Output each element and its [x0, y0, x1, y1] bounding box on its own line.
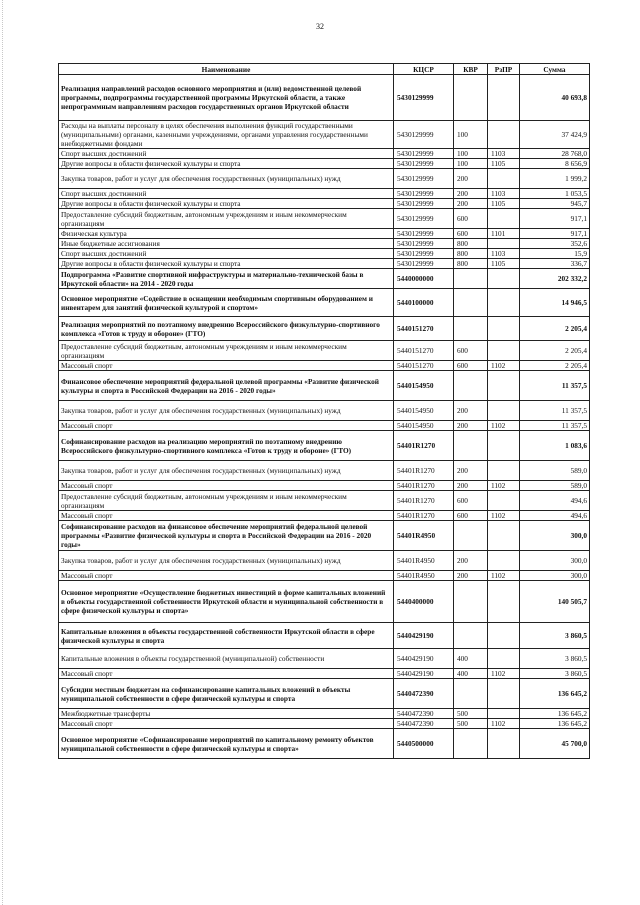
cell-code: 54401R4950: [394, 551, 454, 571]
cell-code: 5440429190: [394, 649, 454, 669]
cell-name: Спорт высших достижений: [59, 189, 394, 199]
table-row: [59, 361, 590, 371]
cell-sum: 40 693,8: [520, 75, 590, 121]
cell-code: 5440154950: [394, 371, 454, 401]
table-row: [59, 581, 590, 623]
cell-sum: 11 357,5: [520, 401, 590, 421]
table-row: [59, 729, 590, 759]
cell-rzpr: 1102: [488, 421, 520, 431]
cell-sum: 589,0: [520, 461, 590, 481]
cell-name: Спорт высших достижений: [59, 149, 394, 159]
cell-sum: 494,6: [520, 491, 590, 511]
cell-code: 5440000000: [394, 269, 454, 289]
cell-rzpr: [488, 461, 520, 481]
cell-code: 5430129999: [394, 229, 454, 239]
table-header: [59, 64, 590, 75]
cell-code: 5430129999: [394, 239, 454, 249]
cell-rzpr: [488, 269, 520, 289]
table-row: [59, 709, 590, 719]
cell-rzpr: 1103: [488, 189, 520, 199]
cell-kvr: [454, 317, 488, 341]
cell-name: Расходы на выплаты персоналу в целях обеспечения выполнения функций государственными (муниципальными) органами, казенными учреждениями, органами управления государственными внебюджетными фондами: [59, 121, 394, 149]
cell-sum: 136 645,2: [520, 679, 590, 709]
table-row: [59, 189, 590, 199]
cell-kvr: 100: [454, 121, 488, 149]
cell-sum: 1 999,2: [520, 169, 590, 189]
cell-sum: 917,1: [520, 209, 590, 229]
cell-sum: 11 357,5: [520, 421, 590, 431]
cell-sum: 1 083,6: [520, 431, 590, 461]
cell-kvr: 800: [454, 249, 488, 259]
cell-code: 5430129999: [394, 209, 454, 229]
table-row: [59, 169, 590, 189]
cell-sum: 336,7: [520, 259, 590, 269]
cell-name: Подпрограмма «Развитие спортивной инфраструктуры и материально-технической базы в Иркутской области» на 2014 - 2020 годы: [59, 269, 394, 289]
cell-kvr: 600: [454, 341, 488, 361]
cell-name: Массовый спорт: [59, 511, 394, 521]
cell-kvr: 400: [454, 669, 488, 679]
table-row: [59, 431, 590, 461]
table-row: [59, 75, 590, 121]
cell-rzpr: 1102: [488, 669, 520, 679]
cell-kvr: 600: [454, 511, 488, 521]
cell-kvr: [454, 371, 488, 401]
cell-code: 5440100000: [394, 289, 454, 317]
cell-sum: 300,0: [520, 571, 590, 581]
table-row: [59, 421, 590, 431]
cell-name: Закупка товаров, работ и услуг для обеспечения государственных (муниципальных) нужд: [59, 461, 394, 481]
cell-sum: 14 946,5: [520, 289, 590, 317]
cell-code: 54401R1270: [394, 461, 454, 481]
table-row: [59, 401, 590, 421]
cell-rzpr: [488, 401, 520, 421]
cell-kvr: 800: [454, 239, 488, 249]
cell-name: Закупка товаров, работ и услуг для обеспечения государственных (муниципальных) нужд: [59, 401, 394, 421]
table-row: [59, 511, 590, 521]
column-header-rzpr: РзПР: [488, 64, 520, 75]
cell-name: Закупка товаров, работ и услуг для обеспечения государственных (муниципальных) нужд: [59, 551, 394, 571]
cell-code: 5440151270: [394, 361, 454, 371]
table-row: [59, 159, 590, 169]
cell-rzpr: 1102: [488, 481, 520, 491]
cell-rzpr: [488, 709, 520, 719]
table-row: [59, 669, 590, 679]
cell-name: Предоставление субсидий бюджетным, автономным учреждениям и иным некоммерческим организациям: [59, 341, 394, 361]
cell-code: 5440500000: [394, 729, 454, 759]
cell-kvr: 100: [454, 159, 488, 169]
cell-name: Другие вопросы в области физической культуры и спорта: [59, 199, 394, 209]
cell-sum: 945,7: [520, 199, 590, 209]
cell-code: 5440472390: [394, 679, 454, 709]
cell-kvr: 800: [454, 259, 488, 269]
cell-sum: 300,0: [520, 551, 590, 571]
cell-rzpr: 1105: [488, 259, 520, 269]
table-row: [59, 199, 590, 209]
cell-code: 5430129999: [394, 259, 454, 269]
cell-code: 5440154950: [394, 401, 454, 421]
cell-name: Основное мероприятие «Содействие в оснащении необходимым спортивным оборудованием и инвентарем для занятий физической культурой и спортом»: [59, 289, 394, 317]
cell-kvr: 600: [454, 361, 488, 371]
cell-sum: 45 700,0: [520, 729, 590, 759]
cell-kvr: 600: [454, 491, 488, 511]
cell-name: Софинансирование расходов на финансовое обеспечение мероприятий федеральной целевой программы «Развитие физической культуры и спорта в Российской Федерации на 2016 - 2020 годы»: [59, 521, 394, 551]
cell-kvr: 200: [454, 551, 488, 571]
cell-name: Иные бюджетные ассигнования: [59, 239, 394, 249]
cell-code: 5440154950: [394, 421, 454, 431]
cell-code: 5430129999: [394, 199, 454, 209]
header-row: [59, 64, 590, 75]
cell-kvr: 200: [454, 461, 488, 481]
cell-sum: 3 860,5: [520, 669, 590, 679]
cell-sum: 3 860,5: [520, 623, 590, 649]
cell-kvr: [454, 289, 488, 317]
cell-kvr: [454, 269, 488, 289]
cell-code: 5430129999: [394, 249, 454, 259]
cell-kvr: [454, 729, 488, 759]
table-row: [59, 259, 590, 269]
cell-name: Массовый спорт: [59, 481, 394, 491]
cell-code: 5440429190: [394, 669, 454, 679]
cell-name: Закупка товаров, работ и услуг для обеспечения государственных (муниципальных) нужд: [59, 169, 394, 189]
cell-code: 5440151270: [394, 341, 454, 361]
cell-code: 54401R4950: [394, 571, 454, 581]
table-row: [59, 249, 590, 259]
cell-rzpr: [488, 341, 520, 361]
cell-code: 5430129999: [394, 121, 454, 149]
cell-kvr: [454, 521, 488, 551]
cell-kvr: 400: [454, 649, 488, 669]
cell-rzpr: 1101: [488, 229, 520, 239]
cell-sum: 37 424,9: [520, 121, 590, 149]
cell-code: 5440472390: [394, 719, 454, 729]
table-row: [59, 341, 590, 361]
table-row: [59, 461, 590, 481]
cell-kvr: 500: [454, 709, 488, 719]
cell-sum: 15,9: [520, 249, 590, 259]
cell-name: Массовый спорт: [59, 719, 394, 729]
cell-code: 5430129999: [394, 159, 454, 169]
cell-rzpr: 1105: [488, 199, 520, 209]
cell-sum: 1 053,5: [520, 189, 590, 199]
cell-rzpr: 1105: [488, 159, 520, 169]
cell-sum: 494,6: [520, 511, 590, 521]
cell-kvr: 200: [454, 401, 488, 421]
cell-name: Массовый спорт: [59, 571, 394, 581]
cell-sum: 136 645,2: [520, 719, 590, 729]
cell-name: Массовый спорт: [59, 361, 394, 371]
cell-sum: 8 656,9: [520, 159, 590, 169]
cell-code: 5430129999: [394, 169, 454, 189]
cell-rzpr: [488, 371, 520, 401]
cell-rzpr: [488, 121, 520, 149]
cell-sum: 2 205,4: [520, 341, 590, 361]
cell-rzpr: [488, 431, 520, 461]
cell-code: 5430129999: [394, 189, 454, 199]
table-row: [59, 269, 590, 289]
cell-sum: 28 768,0: [520, 149, 590, 159]
table-row: [59, 317, 590, 341]
cell-code: 54401R1270: [394, 481, 454, 491]
table-row: [59, 571, 590, 581]
cell-name: Спорт высших достижений: [59, 249, 394, 259]
table-body: [59, 75, 590, 759]
cell-code: 54401R1270: [394, 491, 454, 511]
cell-name: Предоставление субсидий бюджетным, автономным учреждениям и иным некоммерческим организациям: [59, 491, 394, 511]
cell-kvr: 600: [454, 229, 488, 239]
cell-code: 5440429190: [394, 623, 454, 649]
cell-kvr: 200: [454, 481, 488, 491]
cell-kvr: [454, 581, 488, 623]
cell-sum: 136 645,2: [520, 709, 590, 719]
cell-name: Реализация направлений расходов основного мероприятия и (или) ведомственной целевой программы, подпрограммы государственной программы Иркутской области, а также непрограммным направлениям расходов государственных органов Иркутской области: [59, 75, 394, 121]
cell-name: Межбюджетные трансферты: [59, 709, 394, 719]
page-number: 32: [316, 22, 324, 31]
cell-name: Массовый спорт: [59, 421, 394, 431]
cell-sum: 2 205,4: [520, 361, 590, 371]
cell-kvr: 200: [454, 571, 488, 581]
table-row: [59, 481, 590, 491]
cell-name: Физическая культура: [59, 229, 394, 239]
cell-code: 5440472390: [394, 709, 454, 719]
table-row: [59, 289, 590, 317]
cell-kvr: [454, 75, 488, 121]
cell-rzpr: [488, 581, 520, 623]
column-header-code: КЦСР: [394, 64, 454, 75]
cell-rzpr: [488, 729, 520, 759]
cell-rzpr: 1102: [488, 719, 520, 729]
cell-kvr: 200: [454, 169, 488, 189]
cell-code: 5430129999: [394, 149, 454, 159]
cell-sum: 11 357,5: [520, 371, 590, 401]
cell-sum: 3 860,5: [520, 649, 590, 669]
table-row: [59, 239, 590, 249]
cell-code: 5440151270: [394, 317, 454, 341]
table-row: [59, 149, 590, 159]
table-row: [59, 679, 590, 709]
cell-name: Капитальные вложения в объекты государственной собственности Иркутской области в сфере физической культуры и спорта: [59, 623, 394, 649]
cell-kvr: 100: [454, 149, 488, 159]
cell-kvr: 200: [454, 199, 488, 209]
cell-rzpr: 1102: [488, 511, 520, 521]
cell-sum: 202 332,2: [520, 269, 590, 289]
table-row: [59, 229, 590, 239]
budget-table: [58, 63, 590, 759]
page-margin-line: [2, 0, 4, 905]
cell-rzpr: [488, 209, 520, 229]
cell-rzpr: 1103: [488, 149, 520, 159]
cell-kvr: 200: [454, 189, 488, 199]
cell-rzpr: [488, 239, 520, 249]
cell-name: Реализация мероприятий по поэтапному внедрению Всероссийского физкультурно-спортивного комплекса «Готов к труду и обороне» (ГТО): [59, 317, 394, 341]
cell-kvr: 600: [454, 209, 488, 229]
column-header-kvr: КВР: [454, 64, 488, 75]
cell-rzpr: [488, 317, 520, 341]
cell-name: Софинансирование расходов на реализацию мероприятий по поэтапному внедрению Всероссийского физкультурно-спортивного комплекса «Готов к труду и обороне» (ГТО): [59, 431, 394, 461]
cell-sum: 2 205,4: [520, 317, 590, 341]
cell-rzpr: [488, 289, 520, 317]
column-header-sum: Сумма: [520, 64, 590, 75]
cell-kvr: 200: [454, 421, 488, 431]
cell-sum: 300,0: [520, 521, 590, 551]
table-row: [59, 121, 590, 149]
cell-code: 54401R4950: [394, 521, 454, 551]
cell-rzpr: [488, 623, 520, 649]
cell-name: Финансовое обеспечение мероприятий федеральной целевой программы «Развитие физической культуры и спорта в Российской Федерации на 2016 - 2020 годы»: [59, 371, 394, 401]
cell-rzpr: [488, 75, 520, 121]
cell-rzpr: 1103: [488, 249, 520, 259]
table-row: [59, 623, 590, 649]
cell-name: Другие вопросы в области физической культуры и спорта: [59, 259, 394, 269]
cell-sum: 352,6: [520, 239, 590, 249]
cell-name: Субсидии местным бюджетам на софинансирование капитальных вложений в объекты муниципальной собственности в сфере физической культуры и спорта: [59, 679, 394, 709]
cell-name: Основное мероприятие «Осуществление бюджетных инвестиций в форме капитальных вложений в объекты государственной собственности Иркутской области и муниципальной собственности в сфере физической культуры и спорта»: [59, 581, 394, 623]
cell-name: Предоставление субсидий бюджетным, автономным учреждениям и иным некоммерческим организациям: [59, 209, 394, 229]
cell-kvr: [454, 623, 488, 649]
cell-rzpr: [488, 521, 520, 551]
cell-kvr: 500: [454, 719, 488, 729]
cell-kvr: [454, 679, 488, 709]
cell-rzpr: [488, 649, 520, 669]
column-header-name: Наименование: [59, 64, 394, 75]
cell-name: Капитальные вложения в объекты государственной (муниципальной) собственности: [59, 649, 394, 669]
cell-rzpr: 1102: [488, 361, 520, 371]
table-row: [59, 551, 590, 571]
cell-sum: 917,1: [520, 229, 590, 239]
cell-kvr: [454, 431, 488, 461]
cell-code: 5430129999: [394, 75, 454, 121]
table-row: [59, 491, 590, 511]
cell-sum: 140 505,7: [520, 581, 590, 623]
cell-code: 5440400000: [394, 581, 454, 623]
cell-rzpr: [488, 679, 520, 709]
cell-rzpr: 1102: [488, 571, 520, 581]
cell-name: Массовый спорт: [59, 669, 394, 679]
cell-code: 54401R1270: [394, 431, 454, 461]
cell-name: Основное мероприятие «Софинансирование мероприятий по капитальному ремонту объектов муниципальной собственности в сфере физической культуры и спорта»: [59, 729, 394, 759]
cell-rzpr: [488, 169, 520, 189]
cell-name: Другие вопросы в области физической культуры и спорта: [59, 159, 394, 169]
cell-sum: 589,0: [520, 481, 590, 491]
cell-rzpr: [488, 491, 520, 511]
table-row: [59, 209, 590, 229]
table-row: [59, 371, 590, 401]
table-row: [59, 521, 590, 551]
cell-rzpr: [488, 551, 520, 571]
cell-code: 54401R1270: [394, 511, 454, 521]
table-row: [59, 719, 590, 729]
table-row: [59, 649, 590, 669]
